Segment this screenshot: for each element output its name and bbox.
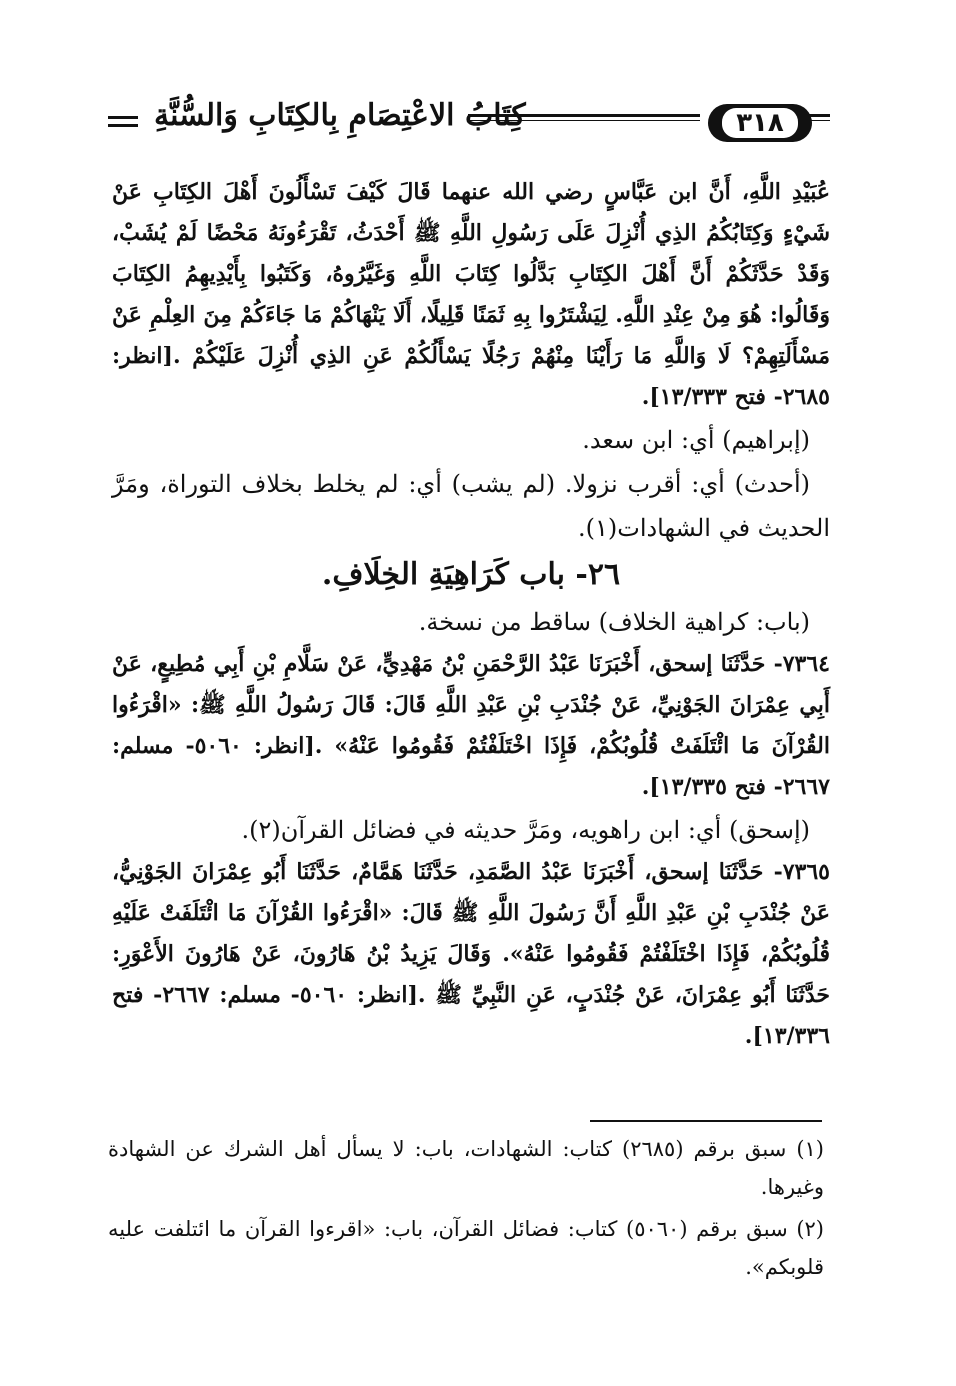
footnote-1: (١) سبق برقم (٢٦٨٥) كتاب: الشهادات، باب: لا يسأل أهل الشرك عن الشهادة وغيرها. xyxy=(108,1137,824,1199)
page-number-badge xyxy=(708,104,812,142)
commentary-ishaq: (إسحق) أي: ابن راهويه، ومَرَّ حديثه في فضائل القرآن(٢). xyxy=(241,816,810,844)
running-header xyxy=(108,100,828,144)
header-double-dash xyxy=(108,116,138,132)
page-body xyxy=(112,172,830,1057)
commentary-bab: (باب: كراهية الخلاف) ساقط من نسخة. xyxy=(418,608,810,636)
footnote-2: (٢) سبق برقم (٥٠٦٠) كتاب: فضائل القرآن، باب: «اقرءوا القرآن ما ائتلفت عليه قلوبكم». xyxy=(108,1217,824,1279)
commentary-ahdath: (أحدث) أي: أقرب نزولا. (لم يشب) أي: لم يخلط بخلاف التوراة، ومَرَّ الحديث في الشهادات(١). xyxy=(112,470,830,542)
header-book-title: كِتَابُ الاعْتِصَامِ بِالكِتَابِ وَالسُّنَّةِ xyxy=(154,98,526,133)
hadith-text-continued: عُبَيْدِ اللَّهِ، أَنَّ ابن عَبَّاسٍ رضي الله عنهما قَالَ كَيْفَ تَسْأَلُونَ أَهْلَ الكِتَابِ عَنْ شَيْءٍ وَكِتَابُكُمُ الذِي أُنْزِلَ عَلَى رَسُولِ اللَّهِ ﷺ أَحْدَثُ، تَقْرَءُونَهُ مَحْضًا لَمْ يُشَبْ، وَقَدْ حَدَّثَكُمْ أَنَّ أَهْلَ الكِتَابِ بَدَّلُوا كِتَابَ اللَّهِ وَغَيَّرُوهُ، وَكَتَبُوا بِأَيْدِيهِمُ الكِتَابَ وَقَالُوا: هُوَ مِنْ عِنْدِ اللَّهِ. لِيَشْتَرُوا بِهِ ثَمَنًا قَلِيلًا، أَلَا يَنْهَاكُمْ مَا جَاءَكُمْ مِنَ العِلْمِ عَنْ مَسْأَلَتِهِمْ؟ لَا وَاللَّهِ مَا رَأَيْنَا مِنْهُمْ رَجُلًا يَسْأَلُكُمْ عَنِ الذِي أُنْزِلَ عَلَيْكُمْ .[انظر: ٢٦٨٥- فتح ١٣/٣٣٣]. xyxy=(112,179,830,410)
footnotes xyxy=(108,1130,824,1290)
hadith-7365: ٧٣٦٥- حَدَّثَنَا إسحق، أَخْبَرَنَا عَبْدُ الصَّمَدِ، حَدَّثَنَا هَمَّامٌ، حَدَّثَنَا أَبُو عِمْرَانَ الجَوْنِيُّ، عَنْ جُنْدَبِ بْنِ عَبْدِ اللَّهِ أَنَّ رَسُولَ اللَّهِ ﷺ قَالَ: «اقْرَءُوا القُرْآنَ مَا ائْتَلَفَتْ عَلَيْهِ قُلُوبُكُمْ، فَإِذَا اخْتَلَفْتُمْ فَقُومُوا عَنْهُ». وَقَالَ يَزِيدُ بْنُ هَارُونَ، عَنْ هَارُونَ الأَعْوَرِ: حَدَّثَنَا أَبُو عِمْرَانَ، عَنْ جُنْدَبٍ، عَنِ النَّبِيِّ ﷺ .[انظر: ٥٠٦٠- مسلم: ٢٦٦٧- فتح ١٣/٣٣٦]. xyxy=(112,859,830,1049)
hadith-7364: ٧٣٦٤- حَدَّثَنَا إسحق، أَخْبَرَنَا عَبْدُ الرَّحْمَنِ بْنُ مَهْدِيٍّ، عَنْ سَلَّامِ بْنِ أَبِي مُطِيعٍ، عَنْ أَبِي عِمْرَانَ الجَوْنِيِّ، عَنْ جُنْدَبِ بْنِ عَبْدِ اللَّهِ قَالَ: قَالَ رَسُولُ اللَّهِ ﷺ: «اقْرَءُوا القُرْآنَ مَا ائْتَلَفَتْ قُلُوبُكُمْ، فَإِذَا اخْتَلَفْتُمْ فَقُومُوا عَنْهُ» .[انظر: ٥٠٦٠- مسلم: ٢٦٦٧- فتح ١٣/٣٣٥]. xyxy=(112,651,830,800)
page-number: ٣١٨ xyxy=(722,108,798,138)
chapter-heading: ٢٦- باب كَرَاهِيَةِ الخِلَافِ. xyxy=(321,557,621,592)
commentary-ibrahim: (إبراهيم) أي: ابن سعد. xyxy=(582,426,810,454)
header-rule-left xyxy=(468,114,700,124)
footnote-separator xyxy=(590,1120,822,1122)
header-rule-right xyxy=(808,114,830,124)
